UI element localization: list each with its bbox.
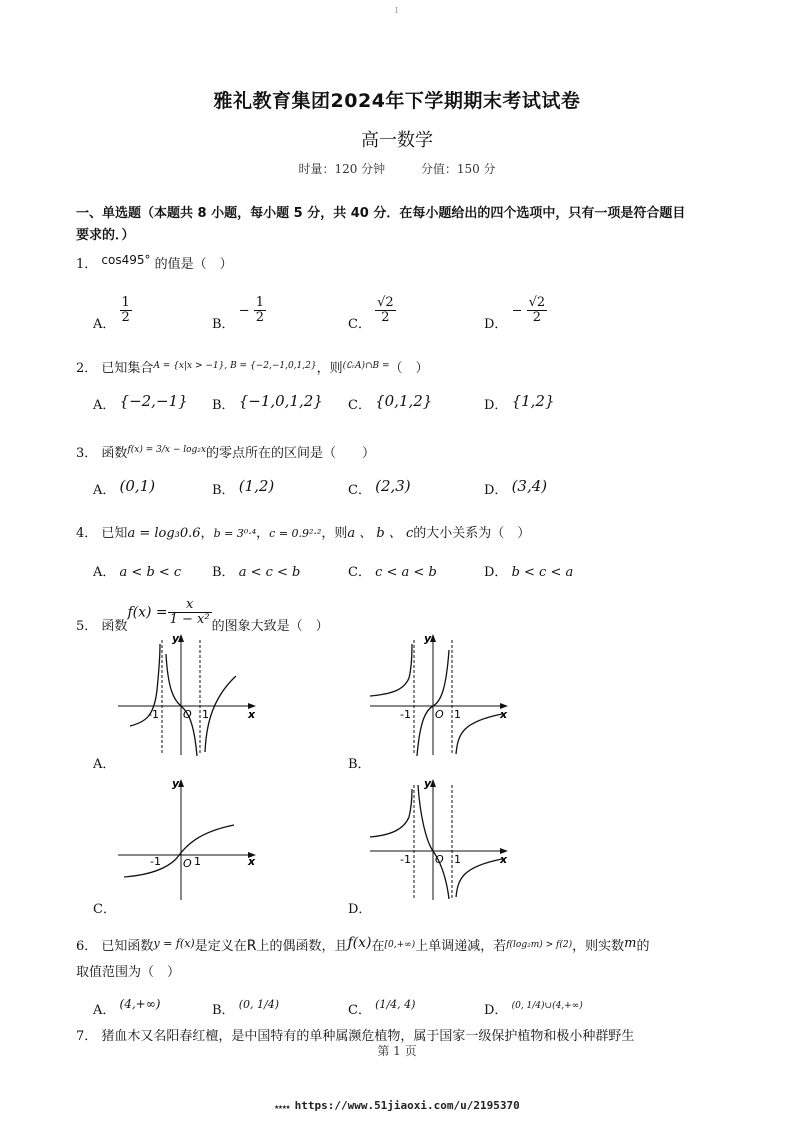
question-6: [76, 935, 649, 954]
q2-option-a: [93, 394, 188, 413]
x-label: x: [248, 708, 256, 721]
neg-one-label: -1: [148, 708, 159, 721]
neg-one-label: -1: [400, 708, 411, 721]
curve-left: [370, 789, 412, 837]
option-label: C．: [348, 398, 371, 413]
q2-option-b: [212, 394, 323, 413]
graph-d: [362, 775, 522, 905]
q6-option-b: [212, 993, 279, 1018]
q4-c-expr: c = 0.9²·²: [269, 527, 322, 540]
q6-expr2: f(x): [347, 935, 372, 951]
q5-option-d: D．: [348, 902, 372, 917]
exam-meta: [0, 160, 794, 177]
question-3: [76, 442, 375, 461]
question-2: [76, 357, 429, 376]
q6-text6: ，则实数: [572, 939, 625, 954]
q6-R: R: [246, 938, 257, 954]
question-number: 1．: [76, 257, 98, 272]
question-5: [76, 597, 329, 635]
option-label: A．: [93, 1003, 116, 1018]
x-label: x: [248, 855, 256, 868]
option-sign: −: [238, 303, 250, 319]
q1-option-a: [93, 295, 132, 333]
option-value: (1/4, 4): [375, 998, 416, 1011]
q1-option-b: [212, 295, 266, 333]
question-number: 7．: [76, 1029, 98, 1044]
graph-c: [110, 775, 270, 905]
q5-text2: 的图象大致是（ ）: [211, 619, 329, 635]
option-value: (0, 1/4): [238, 998, 279, 1011]
pos-one-label: 1: [194, 855, 201, 868]
q4-option-b: [212, 561, 300, 580]
q6-text3: 上的偶函数，且: [256, 939, 348, 954]
y-label: y: [172, 632, 180, 645]
q1-expression: cos495°: [101, 253, 151, 267]
section-heading-line1: 一、单选题（本题共 8 小题，每小题 5 分，共 40 分．在每小题给出的四个选项中，只有一项是符合题目: [76, 206, 686, 221]
option-label: B．: [212, 483, 235, 498]
q3-option-b: [212, 479, 274, 498]
q5-expr-fraction: $\frac{x}{\text{1 − x²}}$: [169, 597, 210, 628]
y-label: y: [172, 777, 180, 790]
graph-b: [362, 630, 522, 760]
q3-text1: 函数: [101, 446, 128, 461]
question-6-line2: 取值范围为（ ）: [76, 965, 181, 980]
q4-text3: 的大小关系为（ ）: [413, 526, 531, 541]
q2-option-d: [484, 394, 555, 413]
q3-option-d: [484, 479, 547, 498]
curve: [124, 825, 234, 877]
option-value: c < a < b: [375, 565, 437, 580]
curve-right: [456, 859, 502, 897]
page-number: 第 1 页: [377, 1044, 417, 1058]
page-title: 雅礼教育集团2024年下学期期末考试试卷: [213, 90, 581, 112]
q6-text7: 的: [636, 939, 650, 954]
q1-text: 的值是（ ）: [154, 257, 233, 272]
q6-option-d: [484, 993, 583, 1018]
top-mark: I: [395, 6, 399, 15]
pos-one-label: 1: [202, 708, 209, 721]
option-label: C．: [348, 483, 371, 498]
option-label: B．: [212, 1003, 235, 1018]
time-label: 时量：120 分钟: [298, 162, 386, 176]
question-4: 4． 已知a = log₃0.6，b = 3⁰·⁴，c = 0.9²·²，则a 、 b 、 c的大小关系为（ ）: [76, 526, 531, 541]
pos-one-label: 1: [454, 853, 461, 866]
option-label: D．: [484, 1003, 508, 1018]
option-fraction: $\frac{√2}{2}$: [528, 295, 546, 326]
y-label: y: [424, 777, 432, 790]
q2-expression: A = {x|x > −1}, B = {−2,−1,0,1,2}: [153, 361, 317, 371]
curve-right: [456, 714, 502, 754]
option-label: B．: [212, 317, 235, 333]
q4-option-d: [484, 561, 573, 580]
subject-title: 高一数学: [361, 130, 433, 151]
option-label: B．: [212, 565, 235, 580]
score-label: 分值：150 分: [420, 162, 496, 176]
q6-expr3: [0,+∞): [384, 940, 416, 950]
option-value: {1,2}: [511, 392, 555, 410]
option-value: a < c < b: [238, 565, 301, 580]
q2-expression2: (∁ᵣA)∩B =: [342, 361, 390, 371]
option-label: A．: [93, 565, 116, 580]
x-label: x: [500, 708, 508, 721]
origin-label: O: [183, 857, 192, 870]
q6-expr4: f(log₂m) > f(2): [506, 940, 573, 950]
q4-a-expr: a = log₃0.6: [127, 526, 201, 541]
section-heading-line2: 要求的．）: [76, 228, 135, 243]
option-label: D．: [484, 565, 508, 580]
option-sign: −: [511, 303, 523, 319]
option-value: {−1,0,1,2}: [238, 392, 323, 410]
option-value: b < c < a: [511, 565, 574, 580]
curve-right: [205, 676, 236, 752]
question-number: 5．: [76, 619, 98, 635]
q2-text3: （ ）: [389, 361, 429, 376]
link-url[interactable]: https://www.51jiaoxi.com/u/2195370: [294, 1099, 520, 1112]
option-label: D．: [484, 317, 508, 333]
neg-one-label: -1: [400, 853, 411, 866]
q2-text2: ，则: [316, 361, 343, 376]
x-label: x: [500, 853, 508, 866]
q3-option-c: [348, 479, 411, 498]
q1-option-d: [484, 295, 547, 333]
option-label: C．: [348, 1003, 371, 1018]
q3-option-a: [93, 479, 155, 498]
q4-text1: 已知: [101, 526, 128, 541]
q4-vars: a 、 b 、 c: [347, 526, 414, 541]
q4-option-a: [93, 561, 181, 580]
q6-text2: 是定义在: [194, 939, 247, 954]
source-link[interactable]: [0, 1094, 794, 1113]
option-fraction: $\frac{1}{2}$: [255, 295, 265, 326]
option-label: A．: [93, 483, 116, 498]
origin-label: O: [435, 853, 444, 866]
q5-option-c: C．: [93, 902, 116, 917]
q6-m: m: [624, 936, 637, 951]
option-label: C．: [348, 317, 371, 333]
option-value: (3,4): [511, 477, 548, 495]
q6-option-c: [348, 993, 416, 1018]
q6-expr1: y = f(x): [153, 937, 195, 950]
q6-text5: 上单调递减，若: [415, 939, 507, 954]
option-value: (4,+∞): [119, 997, 161, 1011]
option-label: C．: [348, 565, 371, 580]
option-label: D．: [484, 483, 508, 498]
q6-option-a: [93, 993, 161, 1018]
question-number: 4．: [76, 526, 98, 541]
q6-text4: 在: [371, 939, 385, 954]
q5-option-b: B．: [348, 757, 371, 772]
q1-option-c: [348, 295, 396, 333]
option-label: A．: [93, 398, 116, 413]
option-label: A．: [93, 317, 116, 333]
q4-text2: ，则: [321, 526, 348, 541]
q7-text: 猪血木又名阳春红檀，是中国特有的单种属濒危植物，属于国家一级保护植物和极小种群野生: [101, 1029, 635, 1044]
curve-left: [370, 644, 412, 696]
q4-b-expr: b = 3⁰·⁴: [213, 527, 257, 540]
option-value: a < b < c: [119, 565, 182, 580]
option-fraction: $\frac{1}{2}$: [121, 295, 130, 326]
option-value: {0,1,2}: [375, 392, 433, 410]
q5-text1: 函数: [101, 619, 128, 635]
y-label: y: [424, 632, 432, 645]
link-prefix: ★★★★: [274, 1102, 290, 1111]
q5-expr-lhs: f(x) =: [127, 604, 168, 621]
q5-option-a: A．: [93, 757, 116, 772]
option-label: D．: [484, 398, 508, 413]
option-value: (0, 1/4)∪(4,+∞): [511, 1001, 583, 1011]
option-value: {−2,−1}: [119, 392, 188, 410]
q2-text1: 已知集合: [101, 361, 154, 376]
option-label: B．: [212, 398, 235, 413]
option-value: (1,2): [238, 477, 275, 495]
q6-text1: 已知函数: [101, 939, 154, 954]
q4-option-c: [348, 561, 437, 580]
option-value: (0,1): [119, 477, 156, 495]
question-1: [76, 253, 233, 272]
origin-label: O: [435, 708, 444, 721]
question-number: 3．: [76, 446, 98, 461]
option-fraction: $\frac{√2}{2}$: [377, 295, 394, 326]
q2-option-c: [348, 394, 432, 413]
option-value: (2,3): [375, 477, 411, 495]
q3-text2: 的零点所在的区间是（ ）: [205, 446, 375, 461]
origin-label: O: [183, 708, 192, 721]
pos-one-label: 1: [454, 708, 461, 721]
question-number: 6．: [76, 939, 98, 954]
question-number: 2．: [76, 361, 98, 376]
q3-expression: f(x) = 3/x − log₂x: [127, 445, 206, 455]
neg-one-label: -1: [150, 855, 161, 868]
graph-a: [110, 630, 270, 760]
